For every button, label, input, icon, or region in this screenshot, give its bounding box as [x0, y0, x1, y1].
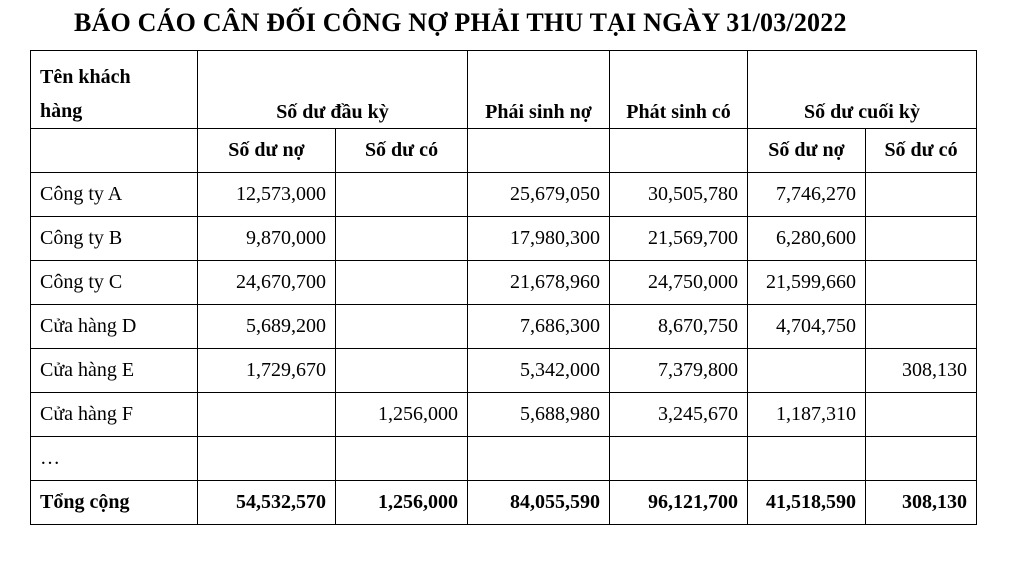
cell-credit-arising: 30,505,780 [610, 173, 748, 217]
cell-opening-credit [336, 261, 468, 305]
cell-customer-name: Cửa hàng E [31, 349, 198, 393]
cell-closing-debit [748, 437, 866, 481]
table-row [31, 349, 977, 393]
total-row [31, 481, 977, 525]
cell-customer-name: Công ty B [31, 217, 198, 261]
cell-closing-credit [866, 305, 977, 349]
cell-closing-debit: 7,746,270 [748, 173, 866, 217]
cell-credit-arising [610, 437, 748, 481]
cell-customer-name: Cửa hàng F [31, 393, 198, 437]
cell-closing-debit: 4,704,750 [748, 305, 866, 349]
header-closing-credit: Số dư có [866, 129, 977, 173]
header-customer-name-line1: Tên khách [40, 66, 131, 88]
header-opening-balance: Số dư đầu kỳ [198, 51, 468, 129]
header-closing-debit: Số dư nợ [748, 129, 866, 173]
cell-opening-debit [198, 437, 336, 481]
cell-debit-arising: 21,678,960 [468, 261, 610, 305]
cell-closing-credit [866, 217, 977, 261]
cell-customer-name: Công ty A [31, 173, 198, 217]
header-credit-arising: Phát sinh có [610, 51, 748, 129]
cell-debit-arising: 5,342,000 [468, 349, 610, 393]
cell-opening-credit: 1,256,000 [336, 393, 468, 437]
cell-closing-debit: 1,187,310 [748, 393, 866, 437]
cell-closing-credit: 308,130 [866, 349, 977, 393]
cell-opening-debit [198, 393, 336, 437]
cell-opening-credit [336, 173, 468, 217]
header-closing-balance: Số dư cuối kỳ [748, 51, 977, 129]
cell-debit-arising: 17,980,300 [468, 217, 610, 261]
cell-opening-debit: 12,573,000 [198, 173, 336, 217]
total-closing-debit: 41,518,590 [748, 481, 866, 525]
header-blank-name [31, 129, 198, 173]
cell-closing-debit: 21,599,660 [748, 261, 866, 305]
cell-credit-arising: 24,750,000 [610, 261, 748, 305]
cell-closing-credit [866, 261, 977, 305]
cell-credit-arising: 8,670,750 [610, 305, 748, 349]
header-row-2 [31, 129, 977, 173]
header-blank-debit-arising [468, 129, 610, 173]
table-row [31, 393, 977, 437]
cell-debit-arising [468, 437, 610, 481]
cell-closing-credit [866, 393, 977, 437]
header-blank-credit-arising [610, 129, 748, 173]
table-row [31, 217, 977, 261]
table-row [31, 261, 977, 305]
cell-opening-debit: 24,670,700 [198, 261, 336, 305]
table-row [31, 173, 977, 217]
cell-closing-debit [748, 349, 866, 393]
cell-closing-credit [866, 437, 977, 481]
total-opening-credit: 1,256,000 [336, 481, 468, 525]
cell-debit-arising: 5,688,980 [468, 393, 610, 437]
cell-opening-credit [336, 349, 468, 393]
total-label: Tổng cộng [31, 481, 198, 525]
cell-opening-debit: 1,729,670 [198, 349, 336, 393]
receivables-balance-table [30, 50, 977, 525]
total-debit-arising: 84,055,590 [468, 481, 610, 525]
cell-closing-debit: 6,280,600 [748, 217, 866, 261]
cell-customer-name: Công ty C [31, 261, 198, 305]
cell-credit-arising: 7,379,800 [610, 349, 748, 393]
header-customer-name [31, 51, 198, 129]
cell-opening-credit [336, 305, 468, 349]
cell-customer-name: Cửa hàng D [31, 305, 198, 349]
table-row [31, 437, 977, 481]
header-row-1 [31, 51, 977, 129]
cell-credit-arising: 3,245,670 [610, 393, 748, 437]
total-credit-arising: 96,121,700 [610, 481, 748, 525]
cell-credit-arising: 21,569,700 [610, 217, 748, 261]
header-customer-name-line2: hàng [40, 100, 83, 122]
cell-debit-arising: 7,686,300 [468, 305, 610, 349]
header-debit-arising: Phái sinh nợ [468, 51, 610, 129]
header-opening-credit: Số dư có [336, 129, 468, 173]
cell-customer-name: … [31, 437, 198, 481]
total-closing-credit: 308,130 [866, 481, 977, 525]
cell-closing-credit [866, 173, 977, 217]
cell-opening-credit [336, 437, 468, 481]
cell-opening-debit: 5,689,200 [198, 305, 336, 349]
table-row [31, 305, 977, 349]
cell-opening-debit: 9,870,000 [198, 217, 336, 261]
total-opening-debit: 54,532,570 [198, 481, 336, 525]
cell-opening-credit [336, 217, 468, 261]
report-title: BÁO CÁO CÂN ĐỐI CÔNG NỢ PHẢI THU TẠI NGÀY 31/03/2022 [74, 8, 847, 37]
header-opening-debit: Số dư nợ [198, 129, 336, 173]
cell-debit-arising: 25,679,050 [468, 173, 610, 217]
